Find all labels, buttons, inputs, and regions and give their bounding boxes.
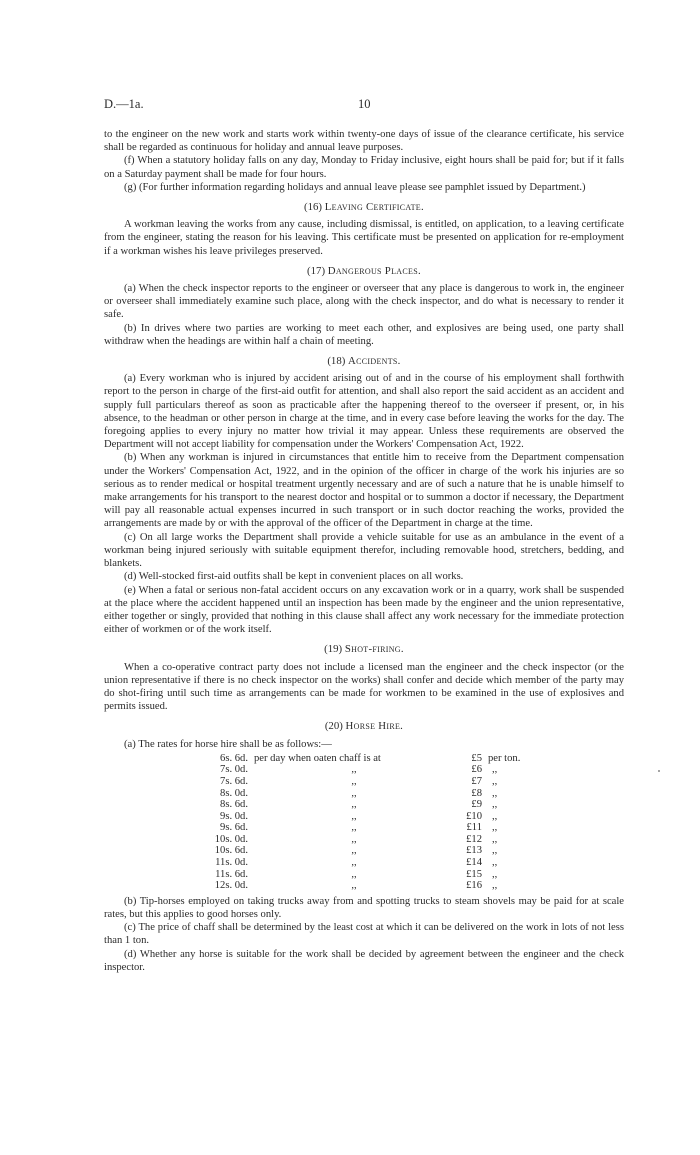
- ditto-mark: ,,: [492, 845, 498, 857]
- ditto-mark: ,,: [492, 787, 498, 799]
- shot-firing-paragraph: When a co-operative contract party does not include a licensed man the engineer and the check inspector (or the union representative if there is no check inspector on the works) shall confer and decide which member of the party may do shot-firing until such time as arrangements can be made for workmen to be examined in the use of explosives and permits issued.: [104, 661, 624, 713]
- table-row: [198, 834, 520, 846]
- page-body: [104, 128, 624, 974]
- rate-cell: 11s. 6d.: [215, 868, 248, 880]
- table-row: [198, 764, 520, 776]
- section-heading-18: [104, 355, 624, 368]
- ditto-mark: ,,: [492, 880, 498, 892]
- section-number: (16): [304, 201, 323, 214]
- ditto-mark: ,,: [351, 787, 357, 799]
- section-heading-17: [104, 265, 624, 278]
- horse-hire-rates-table: [198, 753, 520, 892]
- price-cell: £13: [466, 845, 482, 857]
- section-number: (18): [327, 355, 346, 368]
- ditto-mark: ,,: [492, 857, 498, 869]
- ditto-mark: ,,: [492, 833, 498, 845]
- table-row: [198, 799, 520, 811]
- ditto-mark: ,,: [492, 764, 498, 776]
- table-row: [198, 857, 520, 869]
- rate-cell: 8s. 6d.: [220, 799, 248, 811]
- price-cell: £7: [471, 775, 482, 787]
- section-number: (19): [324, 643, 343, 656]
- rate-cell: 10s. 6d.: [214, 845, 248, 857]
- table-row: [198, 776, 520, 788]
- clause-e: (e) When a fatal or serious non-fatal accident occurs on any excavation work or in a quarry, work shall be suspended at the place where the accident happened until an inspection has been made by the engineer and the union representative, either together or singly, provided that nothing in this clause shall affect any work necessary for the immediate protection either of workmen or of the work itself.: [104, 584, 624, 636]
- price-cell: £9: [471, 799, 482, 811]
- ditto-mark: ,,: [351, 868, 357, 880]
- section-title: Shot-firing.: [344, 643, 404, 656]
- clause-d: (d) Whether any horse is suitable for the work shall be decided by agreement between the engineer and the check inspector.: [104, 948, 624, 973]
- section-heading-16: [104, 201, 624, 214]
- section-title: Accidents.: [348, 355, 401, 368]
- ditto-mark: ,,: [351, 880, 357, 892]
- table-row: [198, 869, 520, 881]
- ditto-mark: ,,: [351, 822, 357, 834]
- price-cell: £6: [471, 764, 482, 776]
- clause-c: (c) The price of chaff shall be determined by the least cost at which it can be delivered on the work in lots of not less than 1 ton.: [104, 922, 624, 947]
- price-cell: £10: [466, 810, 482, 822]
- clause-b: (b) Tip-horses employed on taking trucks away from and spotting trucks to steam shovels may be paid for at scale rates, but this applies to good horses only.: [104, 895, 624, 921]
- ditto-mark: ,,: [492, 775, 498, 787]
- table-row: [198, 822, 520, 834]
- table-row: [198, 845, 520, 857]
- ditto-mark: ,,: [351, 775, 357, 787]
- clause-a-intro: (a) The rates for horse hire shall be as follows:—: [124, 738, 332, 750]
- price-cell: £14: [466, 857, 482, 869]
- rate-cell: 7s. 6d.: [220, 775, 248, 787]
- ditto-mark: ,,: [351, 799, 357, 811]
- section-title: Horse Hire.: [345, 720, 404, 733]
- clause-a: (a) When the check inspector reports to the engineer or overseer that any place is dangerous to work in, the engineer or overseer shall immediately examine such place, along with the check inspector, and do what is necessary to render it safe.: [104, 283, 624, 321]
- leaving-certificate-paragraph: A workman leaving the works from any cause, including dismissal, is entitled, on application, to a leaving certificate from the engineer, stating the reason for his leaving. This certificate must be presented on application for re-employment if a workman wishes his leave privileges preserved.: [104, 219, 624, 257]
- rate-cell: 8s. 0d.: [220, 787, 248, 799]
- ditto-mark: ,,: [351, 764, 357, 776]
- section-heading-19: [104, 643, 624, 656]
- section-title: Dangerous Places.: [327, 264, 421, 277]
- clause-b: (b) In drives where two parties are working to meet each other, and explosives are being used, one party shall withdraw when the headings are within half a chain of meeting.: [104, 322, 624, 347]
- section-title: Leaving Certificate.: [324, 201, 424, 214]
- rate-cell: 7s. 0d.: [220, 764, 248, 776]
- table-row: [198, 753, 520, 765]
- section-number: (17): [307, 264, 326, 277]
- price-cell: £12: [466, 833, 482, 845]
- clause-b: (b) When any workman is injured in circumstances that entitle him to receive from the Department compensation under the Workers' Compensation Act, 1922, and in the opinion of the officer in charge of the work his injuries are so serious as to render medical or hospital treatment urgently necessary and are of such a nature that he is unable himself to make arrangements for his transport to the nearest doctor and hospital or to summon a doctor if necessary, the Department will pay all reasonable actual expenses incurred in such transport or in such doctor reaching the works, provided the arrangements are made by or with the approval of the officer of the Department in charge at the time.: [104, 452, 624, 530]
- scan-speck: [658, 770, 660, 772]
- table-row: [198, 880, 520, 892]
- clause-f: (f) When a statutory holiday falls on any day, Monday to Friday inclusive, eight hours shall be paid for; but if it falls on a Saturday payment shall be made for four hours.: [104, 155, 624, 180]
- section-heading-20: [104, 720, 624, 733]
- ditto-mark: ,,: [351, 845, 357, 857]
- page-number: 10: [358, 97, 371, 111]
- rate-cell: 9s. 0d.: [220, 810, 248, 822]
- table-row: [198, 788, 520, 800]
- ditto-mark: ,,: [492, 799, 498, 811]
- condition-cell: per day when oaten chaff is at: [254, 752, 381, 764]
- clause-d: (d) Well-stocked first-aid outfits shall be kept in convenient places on all works.: [124, 571, 464, 583]
- price-cell: £16: [466, 880, 482, 892]
- ditto-mark: ,,: [351, 833, 357, 845]
- clause-g: (g) (For further information regarding holidays and annual leave please see pamphlet issued by Department.): [124, 181, 586, 193]
- ditto-mark: ,,: [492, 810, 498, 822]
- ditto-mark: ,,: [351, 810, 357, 822]
- price-cell: £5: [471, 752, 482, 764]
- section-number: (20): [324, 720, 343, 733]
- rate-cell: 10s. 0d.: [214, 833, 248, 845]
- unit-cell: per ton.: [488, 752, 521, 764]
- table-row: [198, 811, 520, 823]
- price-cell: £15: [466, 868, 482, 880]
- rate-cell: 6s. 6d.: [220, 752, 248, 764]
- clause-c: (c) On all large works the Department shall provide a vehicle suitable for use as an ambulance in the event of a workman being injured seriously with suitable equipment therefor, including removable hood, stretchers, bedding, and blankets.: [104, 531, 624, 570]
- ditto-mark: ,,: [492, 822, 498, 834]
- rate-cell: 12s. 0d.: [214, 880, 248, 892]
- price-cell: £8: [471, 787, 482, 799]
- document-id: D.—1a.: [104, 97, 144, 111]
- rate-cell: 11s. 0d.: [215, 857, 248, 869]
- paragraph-continued: to the engineer on the new work and starts work within twenty-one days of issue of the clearance certificate, his service shall be regarded as continuous for holiday and annual leave purposes.: [104, 129, 624, 154]
- ditto-mark: ,,: [351, 857, 357, 869]
- page-header: [104, 98, 624, 114]
- clause-a: (a) Every workman who is injured by accident arising out of and in the course of his employment shall forthwith report to the person in charge of the first-aid outfit for attention, and shall also report the said accident as an accident and supply full particulars thereof as soon as practicable after the happening thereof to the overseer if present, or, in his absence, to the headman or other person in charge at the time, and in every case before leaving the works for the day. The foregoing applies to every injury no matter how trivial it may appear. Unless these requirements are observed the Department will not accept liability for compensation under the Workers' Compensation Act, 1922.: [104, 373, 624, 451]
- ditto-mark: ,,: [492, 868, 498, 880]
- price-cell: £11: [466, 822, 482, 834]
- rate-cell: 9s. 6d.: [220, 822, 248, 834]
